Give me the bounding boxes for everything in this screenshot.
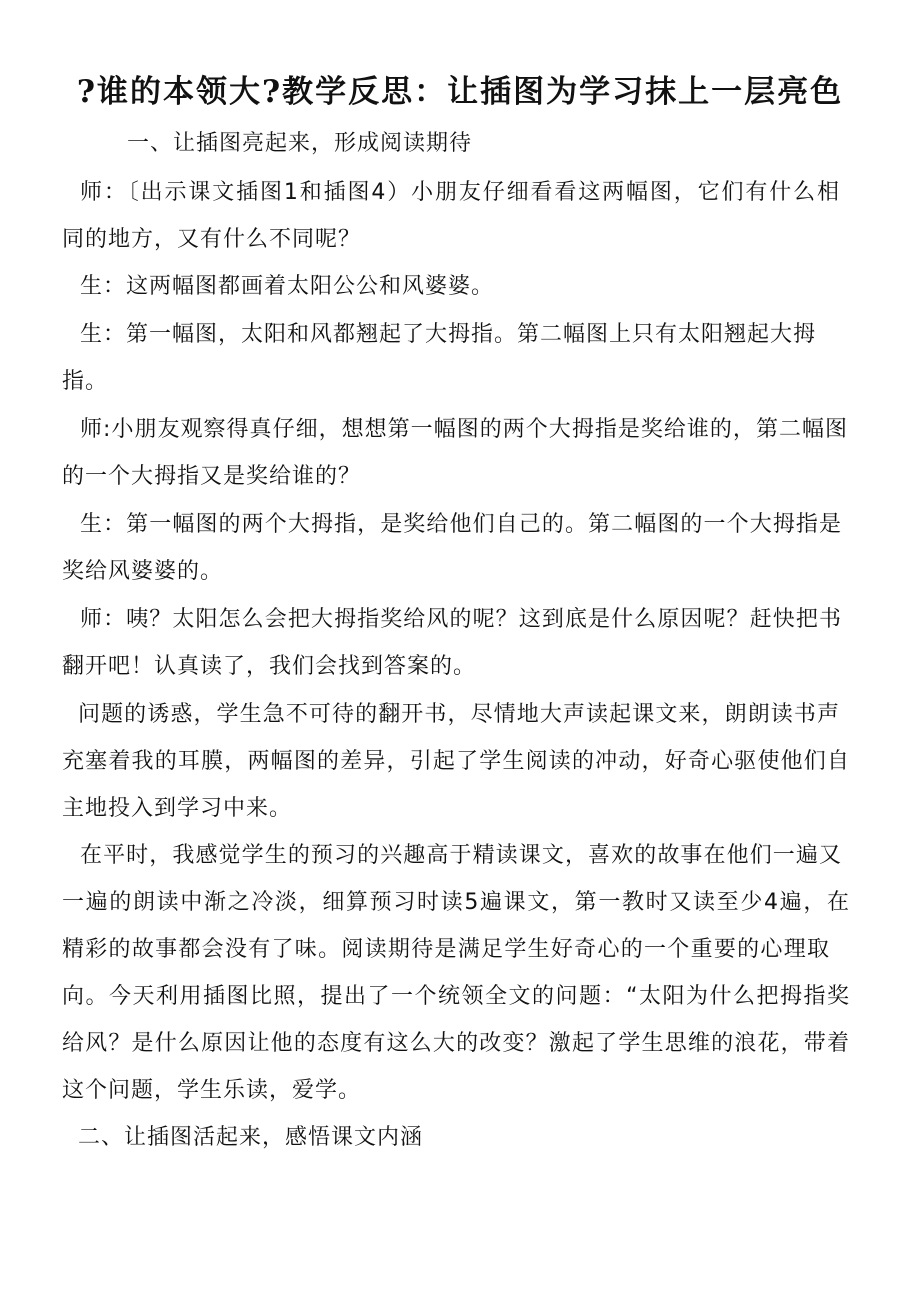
paragraph-line: 生：这两幅图都画着太阳公公和风婆婆。 <box>80 274 495 299</box>
paragraph-line: 一遍的朗读中渐之冷淡，细算预习时读5遍课文，第一教时又读至少4遍，在 <box>62 890 850 915</box>
paragraph-line: 的一个大拇指又是奖给谁的？ <box>62 464 362 489</box>
section-heading: 一、让插图亮起来，形成阅读期待 <box>127 131 473 156</box>
paragraph-line: 师：〔出示课文插图1和插图4）小朋友仔细看看这两幅图，它们有什么相 <box>80 180 840 205</box>
paragraph-line: 同的地方，又有什么不同呢？ <box>62 227 362 252</box>
paragraph-line: 生：第一幅图，太阳和风都翘起了大拇指。第二幅图上只有太阳翘起大拇 <box>80 322 817 347</box>
paragraph-line: 师:小朋友观察得真仔细，想想第一幅图的两个大拇指是奖给谁的，第二幅图 <box>80 417 848 442</box>
paragraph-line: 充塞着我的耳膜，两幅图的差异，引起了学生阅读的冲动，好奇心驱使他们自 <box>62 749 850 774</box>
section-heading: 二、让插图活起来，感悟课文内涵 <box>78 1125 424 1150</box>
paragraph-line: 生：第一幅图的两个大拇指，是奖给他们自己的。第二幅图的一个大拇指是 <box>80 512 842 537</box>
paragraph-line: 问题的诱惑，学生急不可待的翻开书，尽情地大声读起课文来，朗朗读书声 <box>78 702 840 727</box>
paragraph-line: 向。今天利用插图比照，提出了一个统领全文的问题：“太阳为什么把拇指奖 <box>62 984 850 1009</box>
paragraph-line: 精彩的故事都会没有了味。阅读期待是满足学生好奇心的一个重要的心理取 <box>62 937 830 962</box>
paragraph-line: 翻开吧！认真读了，我们会找到答案的。 <box>62 654 477 679</box>
page-title: ?谁的本领大?教学反思：让插图为学习抹上一层亮色 <box>76 74 844 110</box>
paragraph-line: 师：咦？太阳怎么会把大拇指奖给风的呢？这到底是什么原因呢？赶快把书 <box>80 607 842 632</box>
paragraph-line: 给风？是什么原因让他的态度有这么大的改变？激起了学生思维的浪花，带着 <box>62 1031 850 1056</box>
paragraph-line: 奖给风婆婆的。 <box>62 559 224 584</box>
paragraph-line: 在平时，我感觉学生的预习的兴趣高于精读课文，喜欢的故事在他们一遍又 <box>80 843 842 868</box>
paragraph-line: 主地投入到学习中来。 <box>62 796 293 821</box>
paragraph-line: 这个问题，学生乐读，爱学。 <box>62 1078 362 1103</box>
paragraph-line: 指。 <box>62 369 109 394</box>
